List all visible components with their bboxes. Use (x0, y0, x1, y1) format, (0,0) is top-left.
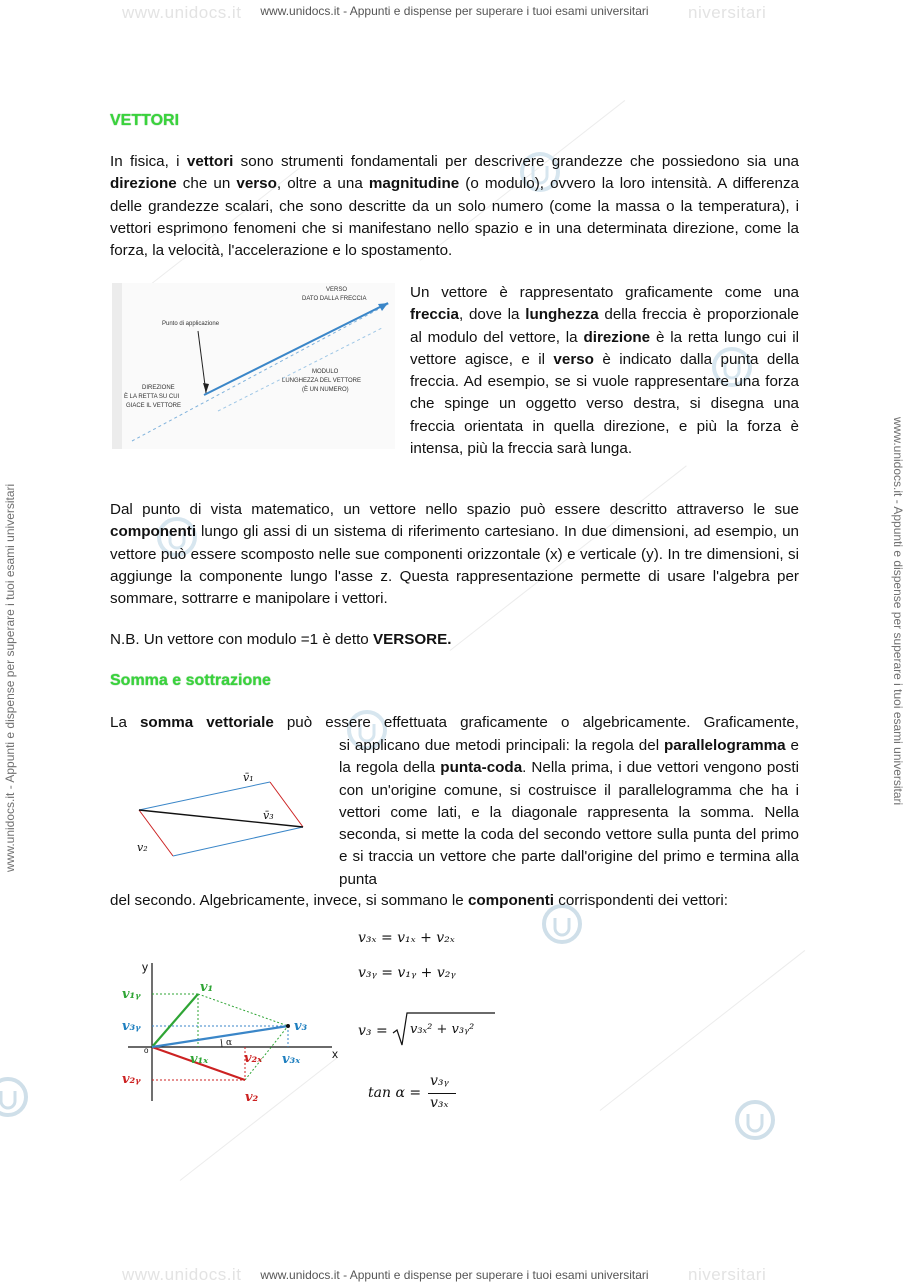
text-run: e la regola della (339, 737, 799, 777)
label-v2y: v₂ᵧ (122, 1072, 141, 1087)
bold-term: magnitudine (368, 175, 460, 193)
watermark-side-right: www.unidocs.it - Appunti e dispense per superare i tuoi esami universitari (891, 417, 905, 806)
text-run: La (110, 714, 140, 731)
paragraph-components (110, 499, 799, 610)
text-run: N.B. Un vettore con modulo =1 è detto (110, 631, 373, 648)
watermark-line (600, 950, 805, 1111)
para-label-v3: v̄₃ (263, 809, 274, 822)
text-run: Dal punto di vista matematico, un vettore nello spazio può essere descritto attraverso le sue (110, 501, 799, 518)
watermark-logo-icon (733, 1098, 777, 1142)
label-v3x: v₃ₓ (282, 1052, 301, 1067)
watermark-faint-right: niversitari (688, 3, 767, 22)
figure-label-modulo-3: (È UN NUMERO) (302, 387, 349, 393)
label-v2x: v₂ₓ (244, 1051, 263, 1066)
text-run: si applicano due metodi principali: la regola del (339, 737, 665, 754)
paragraph-intro (110, 151, 799, 262)
figure-vector-anatomy (112, 283, 395, 449)
axis-label-origin: o (144, 1046, 149, 1055)
bold-term: freccia (410, 306, 459, 324)
section-title-vettori: VETTORI (110, 112, 180, 129)
figure-label-punto: Punto di applicazione (162, 321, 220, 327)
text-run: del secondo. Algebricamente, invece, si sommano le (110, 892, 468, 909)
bold-term: componenti (110, 523, 197, 541)
fraction-bar (428, 1093, 456, 1094)
figure-label-direzione: DIREZIONE (142, 385, 175, 391)
text-run: , oltre a una (276, 175, 369, 193)
bold-term: somma vettoriale (139, 714, 274, 731)
text-run: che un (176, 175, 237, 193)
formula-tan-numerator: v₃ᵧ (430, 1073, 449, 1089)
text-run: corrispondenti dei vettori: (554, 892, 728, 909)
text-run: . Nella prima, i due vettori vengono posti con un'origine comune, si costruisce il parallelogramma che ha i vettori come lati, e la diagonale rappresenta la somma. Nella seconda, si mette la coda del secondo vettore sulla punta del primo e si traccia un vettore che parte dall'origine del primo e termina alla punta (339, 759, 799, 888)
text-run: lungo gli assi di un sistema di riferimento cartesiano. In due dimensioni, ad esempio, un vettore può essere scomposto nelle sue componenti orizzontale (x) e verticale (y). In tre dimensioni, si aggiunge la componente lungo l'asse z. Questa rappresentazione permette di usare l'algebra per sommare, sottrarre e manipolare i vettori. (110, 523, 799, 608)
paragraph-somma-1 (110, 712, 799, 734)
paragraph-somma-2 (339, 735, 799, 891)
formula-modulus-radicand: v₃ₓ² + v₃ᵧ² (410, 1022, 475, 1037)
watermark-faint-left: www.unidocs.it (122, 3, 242, 22)
text-run: è la retta lungo cui il vettore agisce, e il (410, 328, 799, 368)
text-run: è indicato dalla punta della freccia. Ad esempio, se si vuole rappresentare una forza che spinge un oggetto verso destra, si disegna una freccia orientata in quella direzione, e più la forza è intensa, più la freccia sarà lunga. (410, 350, 800, 458)
formula-v3y: v₃ᵧ = v₁ᵧ + v₂ᵧ (358, 965, 456, 981)
watermark-footer: www.unidocs.it - Appunti e dispense per superare i tuoi esami universitari (260, 1268, 649, 1282)
watermark-logo-icon (0, 1075, 30, 1119)
formula-v3x: v₃ₓ = v₁ₓ + v₂ₓ (358, 930, 455, 946)
text-run: della freccia è proporzionale al modulo del vettore, la (410, 306, 799, 346)
figure-label-verso: VERSO (326, 287, 348, 293)
bold-term: parallelogramma (664, 737, 786, 754)
formula-block (356, 925, 496, 1125)
paragraph-arrow (410, 282, 799, 460)
label-v1x: v₁ₓ (190, 1052, 209, 1067)
bold-term: componenti (467, 892, 555, 909)
text-run: , dove la (458, 306, 526, 324)
bold-term: verso (236, 175, 277, 193)
text-run: può essere effettuata graficamente o algebricamente. Graficamente, (273, 714, 799, 731)
watermark-faint-right-bottom: niversitari (688, 1265, 767, 1284)
bold-term: vettori (186, 153, 234, 170)
watermark-header: www.unidocs.it - Appunti e dispense per superare i tuoi esami universitari (260, 4, 649, 18)
axis-label-y: y (142, 960, 148, 974)
label-v1: v₁ (200, 980, 214, 995)
para-label-v2: v₂ (137, 841, 148, 854)
axis-label-x: x (332, 1047, 338, 1061)
label-v1y: v₁ᵧ (122, 987, 141, 1002)
figure-label-modulo-2: LUNGHEZZA DEL VETTORE (282, 378, 362, 384)
figure-label-direzione-2: È LA RETTA SU CUI (124, 394, 180, 400)
text-run: (o modulo), ovvero la loro intensità. A differenza delle grandezze scalari, che sono descritte da un solo numero (come la massa o la temperatura), i vettori esprimono fenomeni che si manifestano nello spazio e in una determinata direzione, come la forza, la velocità, l'accelerazione e lo spostamento. (110, 175, 799, 260)
para-label-v1: v̄₁ (243, 771, 254, 784)
section-title-somma: Somma e sottrazione (110, 672, 271, 689)
text-run: Un vettore è rappresentato graficamente come una (410, 284, 799, 301)
figure-label-verso-2: DATO DALLA FRECCIA (302, 296, 367, 302)
bold-term: direzione (110, 175, 177, 193)
bold-term: VERSORE. (372, 631, 452, 648)
figure-label-direzione-3: GIACE IL VETTORE (126, 403, 182, 409)
angle-alpha: α (226, 1038, 233, 1048)
figure-components-axes (118, 955, 350, 1105)
bold-term: verso (553, 350, 594, 368)
label-v2: v₂ (245, 1090, 259, 1105)
text-run: sono strumenti fondamentali per descrivere grandezze che possiedono sia una (233, 153, 799, 170)
label-v3y: v₃ᵧ (122, 1019, 141, 1034)
figure-label-modulo: MODULO (312, 369, 339, 375)
paragraph-somma-3 (110, 890, 799, 912)
bold-term: lunghezza (525, 306, 599, 324)
paragraph-versore (110, 629, 799, 651)
label-v3: v₃ (294, 1019, 308, 1034)
formula-tan-denominator: v₃ₓ (430, 1095, 449, 1111)
text-run: In fisica, i (110, 153, 187, 170)
figure-parallelogram (133, 763, 313, 859)
formula-modulus-lhs: v₃ = (358, 1023, 388, 1039)
watermark-faint-left-bottom: www.unidocs.it (122, 1265, 242, 1284)
formula-tan-lhs: tan α = (368, 1085, 422, 1101)
watermark-side-left: www.unidocs.it - Appunti e dispense per superare i tuoi esami universitari (3, 483, 17, 872)
bold-term: direzione (583, 328, 651, 346)
bold-term: punta-coda (440, 759, 523, 777)
